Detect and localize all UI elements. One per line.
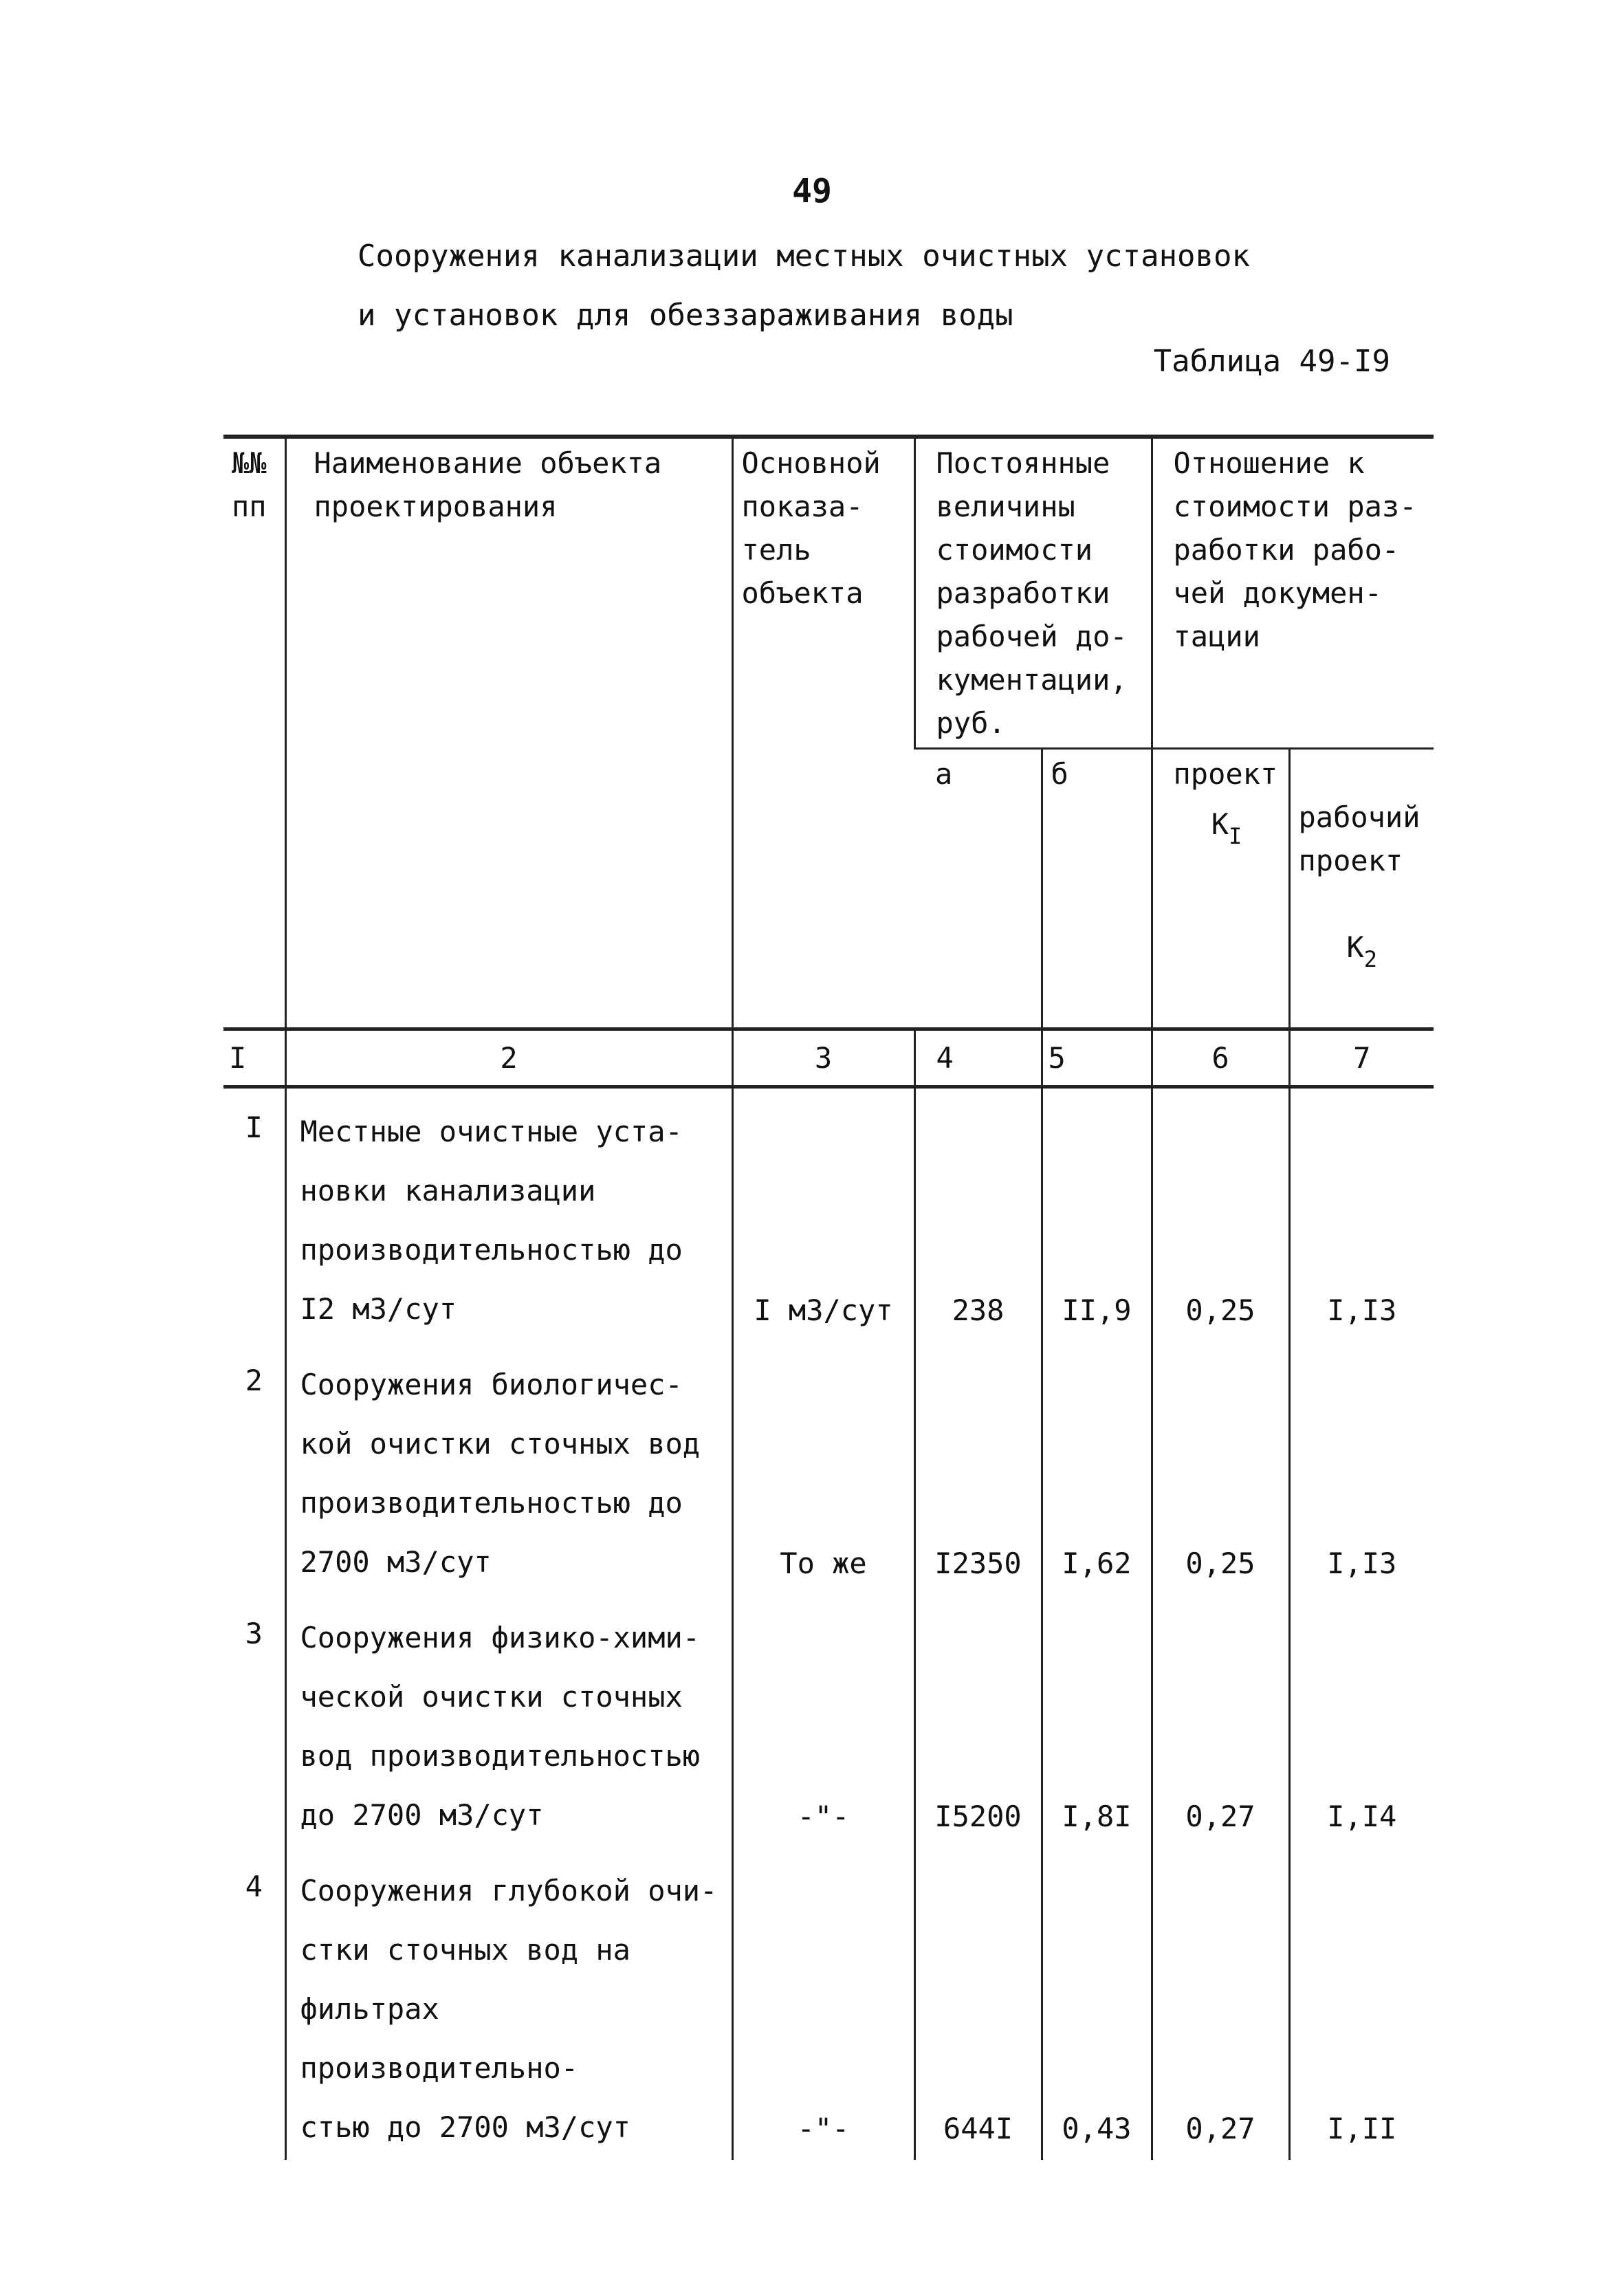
row-k2: I,I3 <box>1289 1342 1434 1595</box>
row-indicator: -"- <box>732 1848 914 2160</box>
table-row <box>223 1087 1434 1342</box>
column-number: 3 <box>732 1029 914 1087</box>
row-value-b: I,62 <box>1042 1342 1152 1595</box>
header-main-indicator: Основной показа- тель объекта <box>732 437 914 1029</box>
subheader-k2 <box>1289 749 1434 1029</box>
row-k1: 0,27 <box>1152 1848 1289 2160</box>
table-row <box>223 1595 1434 1848</box>
subheader-k1-label: проект <box>1173 757 1278 791</box>
subheader-k1-symbol: $К_I$ <box>1211 807 1242 849</box>
row-number: 4 <box>245 1870 263 1903</box>
row-number: 3 <box>245 1617 263 1650</box>
title-line-2: и установок для обеззараживания воды <box>358 298 1013 333</box>
table-label: Таблица 49-I9 <box>1153 344 1390 379</box>
table-row <box>223 1848 1434 2160</box>
column-number: I <box>223 1029 285 1087</box>
row-value-a: I2350 <box>914 1342 1042 1595</box>
row-indicator: I м3/сут <box>732 1087 914 1342</box>
row-k2: I,II <box>1289 1848 1434 2160</box>
row-value-b: I,8I <box>1042 1595 1152 1848</box>
table-row <box>223 1342 1434 1595</box>
row-k2: I,I4 <box>1289 1595 1434 1848</box>
row-object-name: Сооружения биологичес- кой очистки сточных вод производительностью до 2700 м3/сут <box>285 1342 732 1595</box>
column-number-row <box>223 1029 1434 1087</box>
header-cost-ratio: Отношение к стоимости раз- работки рабо- чей докумен- тации <box>1152 437 1434 749</box>
column-number: 2 <box>285 1029 732 1087</box>
subheader-k2-label: рабочий проект <box>1298 800 1420 877</box>
row-number: I <box>245 1111 263 1144</box>
row-indicator: То же <box>732 1342 914 1595</box>
row-value-b: II,9 <box>1042 1087 1152 1342</box>
row-k1: 0,25 <box>1152 1087 1289 1342</box>
subheader-k1 <box>1152 749 1289 1029</box>
subheader-a: а <box>914 749 1042 1029</box>
header-number: №№ пп <box>223 437 285 1029</box>
column-number: 4 <box>914 1029 1042 1087</box>
row-k1: 0,25 <box>1152 1342 1289 1595</box>
row-object-name: Сооружения глубокой очи- стки сточных вод на фильтрах производительно- стью до 2700 м3/сут <box>285 1848 732 2160</box>
document-title <box>358 227 1458 345</box>
column-number: 5 <box>1042 1029 1152 1087</box>
page-number: 49 <box>792 172 832 210</box>
header-constant-values: Постоянные величины стоимости разработки рабочей до- кументации, руб. <box>914 437 1152 749</box>
row-value-a: 238 <box>914 1087 1042 1342</box>
row-indicator: -"- <box>732 1595 914 1848</box>
row-value-a: 644I <box>914 1848 1042 2160</box>
column-number: 6 <box>1152 1029 1289 1087</box>
row-object-name: Местные очистные уста- новки канализации производительностью до I2 м3/сут <box>285 1087 732 1342</box>
subheader-b: б <box>1042 749 1152 1029</box>
row-value-a: I5200 <box>914 1595 1042 1848</box>
title-line-1: Сооружения канализации местных очистных установок <box>358 239 1251 274</box>
row-number: 2 <box>245 1364 263 1397</box>
row-value-b: 0,43 <box>1042 1848 1152 2160</box>
column-number: 7 <box>1289 1029 1434 1087</box>
subheader-k2-symbol: $К_2$ <box>1346 930 1378 972</box>
header-row <box>223 437 1434 749</box>
row-k2: I,I3 <box>1289 1087 1434 1342</box>
data-table <box>223 435 1434 2160</box>
row-object-name: Сооружения физико-хими- ческой очистки сточных вод производительностью до 2700 м3/сут <box>285 1595 732 1848</box>
header-object-name: Наименование объекта проектирования <box>285 437 732 1029</box>
row-k1: 0,27 <box>1152 1595 1289 1848</box>
